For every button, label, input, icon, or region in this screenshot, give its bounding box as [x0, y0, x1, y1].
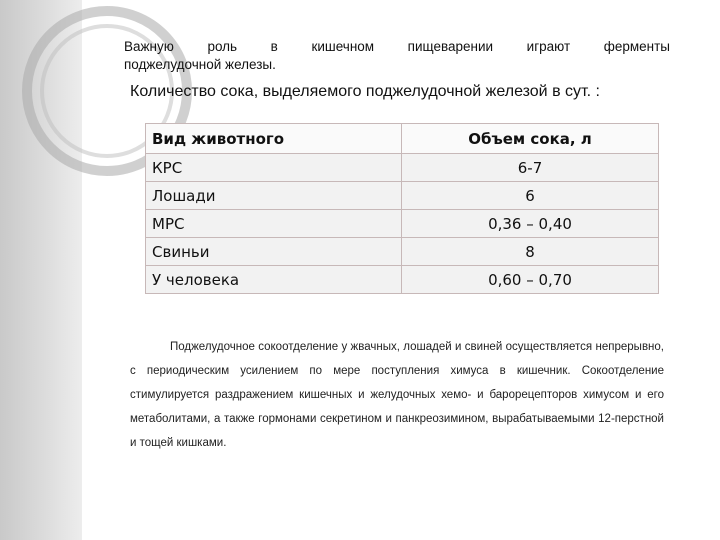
cell-volume: 0,36 – 0,40: [402, 210, 659, 238]
cell-volume: 6-7: [402, 154, 659, 182]
cell-volume: 6: [402, 182, 659, 210]
table-header-row: [146, 124, 659, 154]
table-row: [146, 182, 659, 210]
cell-volume: 0,60 – 0,70: [402, 266, 659, 294]
intro-text: [124, 38, 670, 74]
cell-animal: Свиньи: [146, 238, 402, 266]
cell-animal: У человека: [146, 266, 402, 294]
intro-line-2: поджелудочной железы.: [124, 57, 276, 72]
juice-volume-table: [145, 123, 659, 294]
table-row: [146, 154, 659, 182]
table-row: [146, 210, 659, 238]
intro-line-1: Важную роль в кишечном пищеварении играют ферменты: [124, 39, 670, 54]
table-row: [146, 238, 659, 266]
header-volume: Объем сока, л: [402, 124, 659, 154]
cell-animal: Лошади: [146, 182, 402, 210]
table-heading: Количество сока, выделяемого поджелудочной железой в сут. :: [130, 83, 600, 100]
secretion-paragraph: [130, 335, 664, 455]
cell-animal: МРС: [146, 210, 402, 238]
table-row: [146, 266, 659, 294]
paragraph-text: Поджелудочное сокоотделение у жвачных, лошадей и свиней осуществляется непрерывно, с периодическим усилением по мере поступления химуса в кишечник. Сокоотделение стимулируется раздражением кишечных и желудочных хемо- и барорецепторов химусом и его метаболитами, а также гормонами секретином и панкреозимином, вырабатываемыми 12-перстной и тощей кишками.: [130, 341, 664, 449]
header-animal: Вид животного: [146, 124, 402, 154]
cell-volume: 8: [402, 238, 659, 266]
cell-animal: КРС: [146, 154, 402, 182]
